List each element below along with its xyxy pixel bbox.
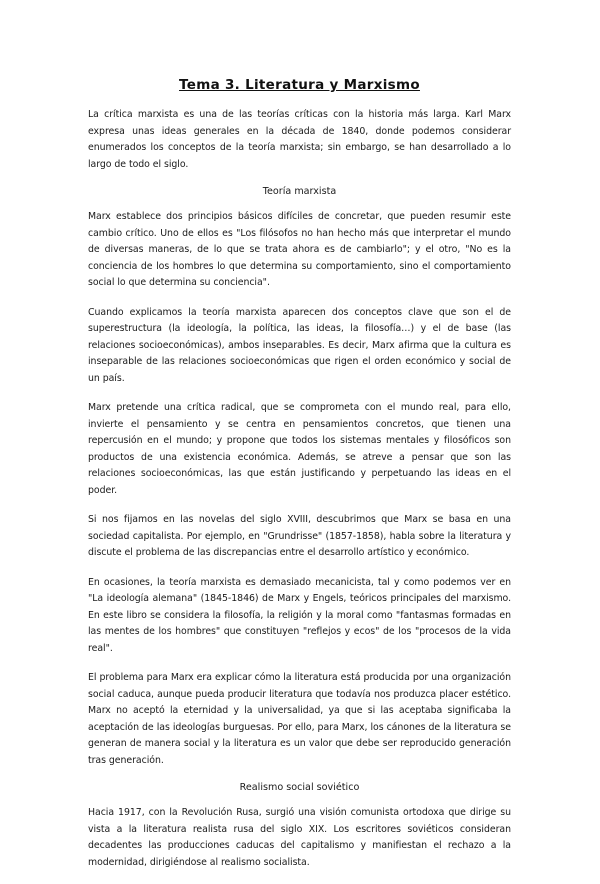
paragraph: Hacia 1917, con la Revolución Rusa, surgió una visión comunista ortodoxa que dirige su vista a la literatura realista rusa del siglo XIX. Los escritores soviéticos consideran decadentes las producciones caducas del capitalismo y manifiestan el rechazo a la modernidad, dirigiéndose al realismo socialista. <box>88 807 511 868</box>
paragraph: El problema para Marx era explicar cómo la literatura está producida por una organización social caduca, aunque pueda producir literatura que todavía nos produzca placer estético. Marx no aceptó la eternidad y la universalidad, ya que si las aceptaba significaba la aceptación de las ideologías burguesas. Por ello, para Marx, los cánones de la literatura se generan de manera social y la literatura es un valor que debe ser reproducido generación tras generación. <box>88 672 511 766</box>
paragraph: Marx pretende una crítica radical, que se comprometa con el mundo real, para ello, invierte el pensamiento y se centra en pensamientos concretos, que tienen una repercusión en el mundo; y propone que todos los sistemas mentales y filosóficos son productos de una existencia económica. Además, se atreve a pensar que son las relaciones socioeconómicas, las que están justificando y perpetuando las ideas en el poder. <box>88 402 511 496</box>
section-heading-teoria-marxista: Teoría marxista <box>262 186 337 197</box>
paragraph: Si nos fijamos en las novelas del siglo XVIII, descubrimos que Marx se basa en una sociedad capitalista. Por ejemplo, en "Grundrisse" (1857-1858), habla sobre la literatura y discute el problema de las discrepancias entre el desarrollo artístico y económico. <box>88 514 511 558</box>
paragraph: Marx establece dos principios básicos difíciles de concretar, que pueden resumir este cambio crítico. Uno de ellos es "Los filósofos no han hecho más que interpretar el mundo de diversas maneras, de lo que se trata ahora es de cambiarlo"; y el otro, "No es la conciencia de los hombres lo que determina su comportamiento, sino el comportamiento social lo que determina su conciencia". <box>88 211 511 288</box>
intro-paragraph: La crítica marxista es una de las teorías críticas con la historia más larga. Karl Marx expresa unas ideas generales en la década de 1840, donde podemos considerar enumerados los conceptos de la teoría marxista; sin embargo, se han desarrollado a lo largo de todo el siglo. <box>88 109 511 170</box>
section-heading-realismo-social: Realismo social soviético <box>239 782 360 793</box>
document-title: Tema 3. Literatura y Marxismo <box>179 77 420 93</box>
paragraph: En ocasiones, la teoría marxista es demasiado mecanicista, tal y como podemos ver en "La ideología alemana" (1845-1846) de Marx y Engels, teóricos principales del marxismo. En este libro se considera la filosofía, la religión y la moral como "fantasmas formadas en las mentes de los hombres" que constituyen "reflejos y ecos" de los "procesos de la vida real". <box>88 576 511 654</box>
document-content <box>88 77 511 884</box>
paragraph: Cuando explicamos la teoría marxista aparecen dos conceptos clave que son el de superestructura (la ideología, la política, las ideas, la filosofía…) y el de base (las relaciones socioeconómicas), ambos inseparables. Es decir, Marx afirma que la cultura es inseparable de las relaciones socioeconómicas que rigen el orden económico y social de un país. <box>88 306 511 384</box>
